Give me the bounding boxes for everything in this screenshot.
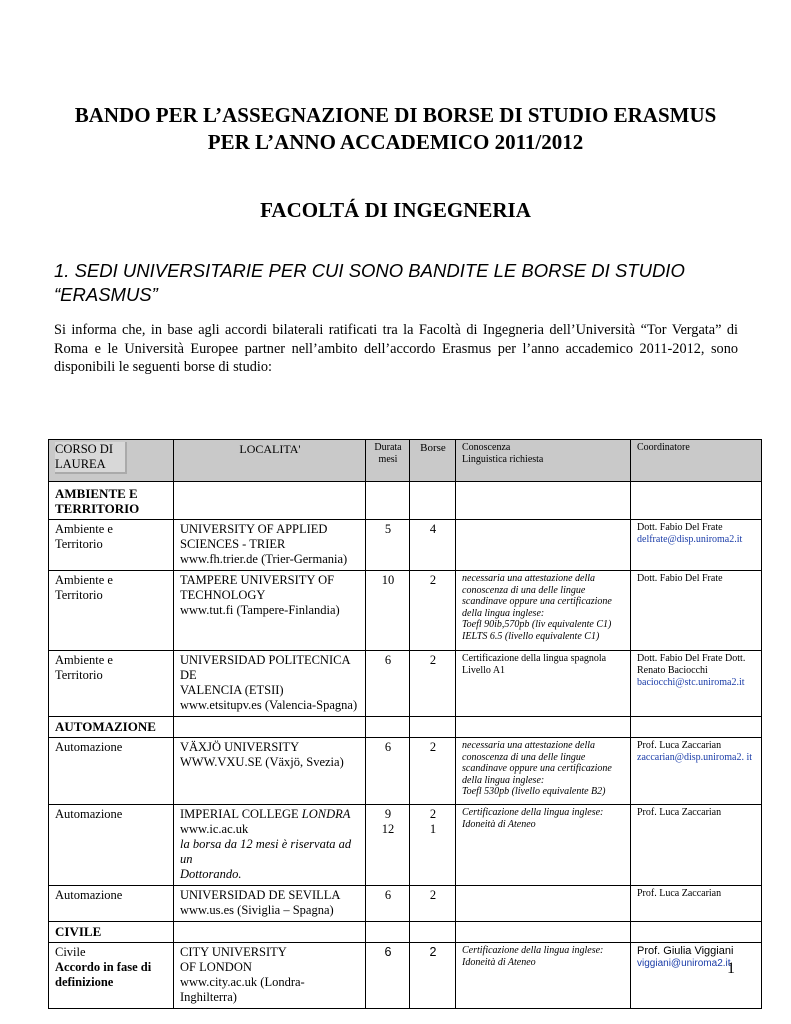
header-localita: LOCALITA' xyxy=(174,440,366,482)
cell-lingua-line: necessaria una attestazione della xyxy=(462,573,596,584)
cell-lingua-line: Toefl 530pb (livello equivalente B2) xyxy=(462,786,606,797)
section-label-automazione: AUTOMAZIONE xyxy=(49,717,174,738)
cell-localita-line: IMPERIAL COLLEGE xyxy=(180,807,302,821)
cell-coordinatore xyxy=(631,651,762,717)
scholarship-table xyxy=(48,439,762,1009)
header-corso-line-1: CORSO DI xyxy=(55,442,113,456)
cell-borse: 2 xyxy=(410,571,456,651)
cell-lingua xyxy=(456,651,631,717)
cell-localita-line: VALENCIA (ETSII) xyxy=(180,683,284,697)
cell-durata-value: 12 xyxy=(381,822,395,836)
section-row-ambiente xyxy=(49,482,762,520)
cell-localita-url: www.fh.trier.de (Trier-Germania) xyxy=(180,552,348,566)
cell-borse xyxy=(410,805,456,886)
cell-durata: 6 xyxy=(366,943,410,1009)
cell-coordinatore xyxy=(631,520,762,571)
cell-localita-url: www.etsitupv.es (Valencia-Spagna) xyxy=(180,698,358,712)
cell-coordinatore: Prof. Luca Zaccarian xyxy=(631,805,762,886)
cell-corso-line: Territorio xyxy=(55,537,103,551)
table-row xyxy=(49,943,762,1009)
cell-corso xyxy=(49,651,174,717)
cell-localita-line: OF LONDON xyxy=(180,960,252,974)
cell-lingua-line: conoscenza di una delle lingue xyxy=(462,584,586,596)
cell-coordinatore xyxy=(631,571,762,651)
cell-borse-value: 1 xyxy=(429,822,437,836)
coordinator-name: Dott. Fabio Del Frate Dott. xyxy=(637,653,746,664)
cell-corso-line: Territorio xyxy=(55,668,103,682)
table-row xyxy=(49,571,762,651)
coordinator-name: Dott. Fabio Del Frate xyxy=(637,522,723,533)
header-corso-line-2: LAUREA xyxy=(55,457,106,471)
section-ambiente-line-1: AMBIENTE E xyxy=(55,486,138,501)
cell-localita-line: UNIVERSIDAD DE SEVILLA xyxy=(180,888,341,902)
coordinator-name: Dott. Fabio Del Frate xyxy=(637,573,723,584)
cell-localita-url: www.us.es (Siviglia – Spagna) xyxy=(180,903,334,917)
section-label-ambiente xyxy=(49,482,174,520)
section-row-civile xyxy=(49,922,762,943)
cell-localita xyxy=(174,571,366,651)
page-number: 1 xyxy=(727,960,735,977)
cell-corso xyxy=(49,943,174,1009)
cell-durata: 6 xyxy=(366,738,410,805)
section-row-automazione xyxy=(49,717,762,738)
cell-localita-note: Dottorando. xyxy=(180,867,242,881)
cell-durata: 10 xyxy=(366,571,410,651)
intro-line-2: Roma e le Università Europee partner nell’ambito dell’accordo Erasmus per l’anno accademico 2011-2012, sono xyxy=(54,340,738,357)
cell-durata: 6 xyxy=(366,886,410,922)
cell-corso xyxy=(49,571,174,651)
header-lingua-line-1: Conoscenza xyxy=(462,442,511,453)
cell-localita xyxy=(174,738,366,805)
cell-corso-line: Territorio xyxy=(55,588,103,602)
cell-coordinatore xyxy=(631,943,762,1009)
table-row xyxy=(49,651,762,717)
cell-corso: Automazione xyxy=(49,738,174,805)
cell-coordinatore xyxy=(631,738,762,805)
cell-localita-url: www.city.ac.uk (Londra-Inghilterra) xyxy=(180,975,305,1004)
cell-localita-city: LONDRA xyxy=(301,807,351,821)
cell-borse: 2 xyxy=(410,943,456,1009)
intro-line-3: disponibili le seguenti borse di studio: xyxy=(54,359,273,375)
cell-localita-url: www.tut.fi (Tampere-Finlandia) xyxy=(180,603,340,617)
cell-corso: Automazione xyxy=(49,805,174,886)
section-heading xyxy=(54,259,754,307)
cell-localita-url: www.ic.ac.uk xyxy=(180,822,249,836)
header-durata-line-1: Durata xyxy=(374,442,402,453)
cell-durata-value: 9 xyxy=(384,807,392,821)
cell-localita-url: WWW.VXU.SE (Växjö, Svezia) xyxy=(180,755,344,769)
header-coordinatore: Coordinatore xyxy=(631,440,762,482)
intro-paragraph xyxy=(54,321,738,377)
intro-line-1: Si informa che, in base agli accordi bilaterali ratificati tra la Facoltà di Ingegneria dell’Università “Tor Vergata” di xyxy=(54,322,738,338)
section-ambiente-line-2: TERRITORIO xyxy=(55,501,140,516)
cell-lingua-line: Idoneità di Ateneo xyxy=(462,956,536,968)
cell-lingua-line: scandinave oppure una certificazione xyxy=(462,596,612,607)
section-heading-line-2: “ERASMUS” xyxy=(54,284,158,305)
cell-borse: 4 xyxy=(410,520,456,571)
cell-corso-line: Ambiente e xyxy=(55,653,113,667)
cell-corso-note: Accordo in fase di xyxy=(55,960,152,974)
cell-corso-line: Civile xyxy=(55,945,86,959)
cell-borse: 2 xyxy=(410,651,456,717)
faculty-title: FACOLTÁ DI INGEGNERIA xyxy=(260,198,531,222)
cell-localita xyxy=(174,805,366,886)
cell-localita xyxy=(174,943,366,1009)
cell-corso-line: Ambiente e xyxy=(55,522,113,536)
coordinator-email-link[interactable]: zaccarian@disp.uniroma2. it xyxy=(637,752,752,763)
cell-localita-line: UNIVERSIDAD POLITECNICA DE xyxy=(180,653,350,682)
cell-lingua-line: Idoneità di Ateneo xyxy=(462,818,536,830)
header-lingua-line-2: Linguistica richiesta xyxy=(462,454,544,465)
cell-corso-note: definizione xyxy=(55,975,114,989)
cell-lingua-line: necessaria una attestazione della xyxy=(462,740,596,751)
cell-durata: 6 xyxy=(366,651,410,717)
section-heading-line-1: 1. SEDI UNIVERSITARIE PER CUI SONO BANDITE LE BORSE DI STUDIO xyxy=(54,260,685,281)
cell-borse: 2 xyxy=(410,886,456,922)
cell-durata: 5 xyxy=(366,520,410,571)
cell-lingua xyxy=(456,520,631,571)
coordinator-name: Prof. Giulia Viggiani xyxy=(637,945,734,957)
cell-corso-line: Ambiente e xyxy=(55,573,113,587)
header-corso xyxy=(49,440,174,482)
header-corso-box xyxy=(55,442,127,474)
cell-lingua-line: Certificazione della lingua inglese: xyxy=(462,945,604,956)
cell-lingua xyxy=(456,738,631,805)
header-lingua xyxy=(456,440,631,482)
cell-lingua xyxy=(456,943,631,1009)
cell-localita-line: CITY UNIVERSITY xyxy=(180,945,287,959)
cell-lingua-line: della lingua inglese: xyxy=(462,607,545,619)
coordinator-name: Renato Baciocchi xyxy=(637,665,708,676)
cell-corso xyxy=(49,520,174,571)
coordinator-email-link[interactable]: baciocchi@stc.uniroma2.it xyxy=(637,677,745,688)
cell-lingua-line: conoscenza di una delle lingue xyxy=(462,751,586,763)
header-durata-line-2: mesi xyxy=(378,454,398,465)
cell-borse: 2 xyxy=(410,738,456,805)
document-title-line-1: BANDO PER L’ASSEGNAZIONE DI BORSE DI STUDIO ERASMUS xyxy=(74,103,717,127)
cell-lingua-line: Certificazione della lingua spagnola xyxy=(462,653,607,664)
cell-localita xyxy=(174,520,366,571)
cell-coordinatore: Prof. Luca Zaccarian xyxy=(631,886,762,922)
cell-lingua-line: della lingua inglese: xyxy=(462,774,545,786)
cell-corso: Automazione xyxy=(49,886,174,922)
table-row xyxy=(49,805,762,886)
cell-lingua-line: Toefl 90ib,570pb (liv equivalente C1) xyxy=(462,619,612,630)
cell-lingua xyxy=(456,571,631,651)
cell-localita-line: TECHNOLOGY xyxy=(180,588,266,602)
cell-lingua xyxy=(456,886,631,922)
cell-localita xyxy=(174,651,366,717)
cell-lingua-line: Certificazione della lingua inglese: xyxy=(462,807,604,818)
cell-lingua xyxy=(456,805,631,886)
cell-localita-note: la borsa da 12 mesi è riservata ad un xyxy=(180,837,352,866)
cell-durata xyxy=(366,805,410,886)
section-label-civile: CIVILE xyxy=(49,922,174,943)
table-row xyxy=(49,886,762,922)
cell-localita-line: UNIVERSITY OF APPLIED xyxy=(180,522,328,536)
cell-localita-line: VÄXJÖ UNIVERSITY xyxy=(180,740,300,754)
header-durata xyxy=(366,440,410,482)
document-title-line-2: PER L’ANNO ACCADEMICO 2011/2012 xyxy=(207,130,584,154)
cell-borse-value: 2 xyxy=(429,807,437,821)
coordinator-email-link[interactable]: viggiani@uniroma2.it xyxy=(637,958,731,969)
table-row xyxy=(49,738,762,805)
cell-localita-line: TAMPERE UNIVERSITY OF xyxy=(180,573,335,587)
coordinator-name: Prof. Luca Zaccarian xyxy=(637,740,722,751)
cell-lingua-line: scandinave oppure una certificazione xyxy=(462,763,612,774)
table-row xyxy=(49,520,762,571)
cell-lingua-line: IELTS 6.5 (livello equivalente C1) xyxy=(462,630,600,642)
cell-lingua-line: Livello A1 xyxy=(462,664,506,676)
coordinator-email-link[interactable]: delfrate@disp.uniroma2.it xyxy=(637,534,743,545)
cell-localita-line: SCIENCES - TRIER xyxy=(180,537,286,551)
table-header-row xyxy=(49,440,762,482)
header-borse: Borse xyxy=(410,440,456,482)
cell-localita xyxy=(174,886,366,922)
